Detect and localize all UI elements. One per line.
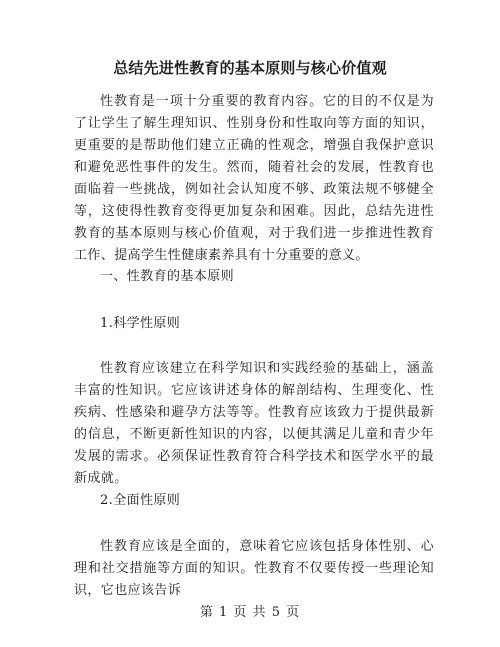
principle-1-paragraph-text: 性教育应该建立在科学知识和实践经验的基础上，涵盖丰富的性知识。它应该讲述身体的解剖结构、生理变化、性疾病、性感染和避孕方法等等。性教育应该致力于提供最新的信息，不断更新性知识的内容，以便其满足儿童和青少年发展的需求。必须保证性教育符合科学技术和医学水平的最新成就。 bbox=[74, 361, 434, 486]
principle-2-heading-text: 2.全面性原则 bbox=[100, 493, 181, 508]
principle-2-paragraph bbox=[74, 536, 434, 602]
principle-1-paragraph bbox=[74, 358, 434, 490]
section-heading-text: 一、性教育的基本原则 bbox=[100, 269, 235, 284]
principle-1-heading bbox=[100, 313, 440, 335]
intro-paragraph bbox=[74, 91, 434, 267]
document-title: 总结先进性教育的基本原则与核心价值观 bbox=[113, 59, 387, 77]
principle-2-heading bbox=[100, 490, 440, 512]
page-number-footer: 第 1 页 共 5 页 bbox=[199, 605, 301, 620]
principle-1-heading-text: 1.科学性原则 bbox=[100, 316, 181, 331]
intro-paragraph-text: 性教育是一项十分重要的教育内容。它的目的不仅是为了让学生了解生理知识、性别身份和性取向等方面的知识，更重要的是帮助他们建立正确的性观念，增强自我保护意识和避免恶性事件的发生。然而，随着社会的发展，性教育也面临着一些挑战，例如社会认知度不够、政策法规不够健全等，这使得性教育变得更加复杂和困难。因此，总结先进性教育的基本原则与核心价值观，对于我们进一步推进性教育工作、提高学生性健康素养具有十分重要的意义。 bbox=[74, 94, 434, 263]
principle-2-paragraph-text: 性教育应该是全面的，意味着它应该包括身体性别、心理和社交措施等方面的知识。性教育不仅要传授一些理论知识，它也应该告诉 bbox=[74, 539, 434, 598]
section-heading bbox=[100, 266, 440, 288]
